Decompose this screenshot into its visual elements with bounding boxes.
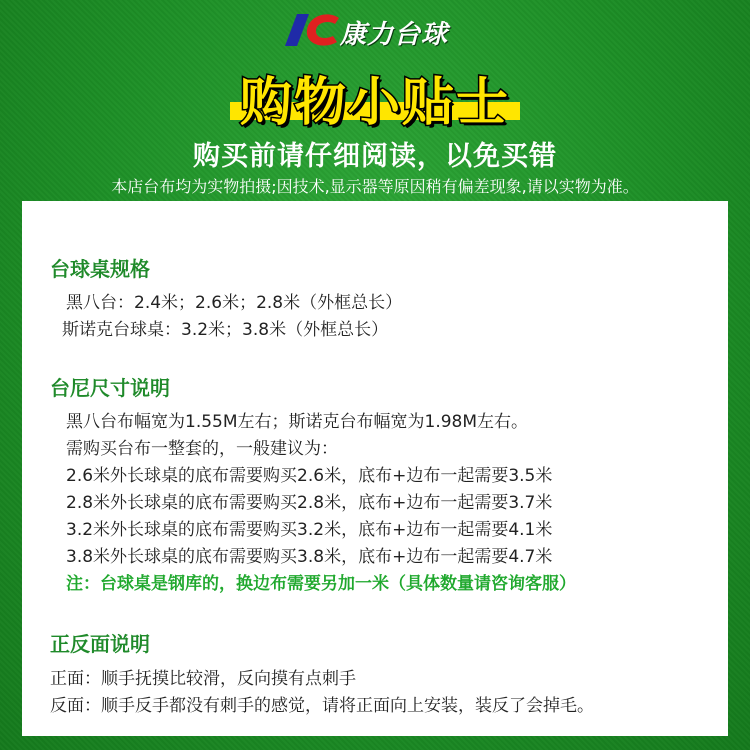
size-line: 3.2米外长球桌的底布需要购买3.2米，底布+边布一起需要4.1米 [66,520,553,540]
size-line: 需购买台布一整套的，一般建议为： [66,439,338,459]
title-banner [220,60,530,133]
size-line: 2.6米外长球桌的底布需要购买2.6米，底布+边布一起需要3.5米 [66,466,553,486]
side-line: 正面：顺手抚摸比较滑，反向摸有点刺手 [50,669,356,689]
section-title-side: 正反面说明 [50,632,150,656]
photo-notice: 本店台布均为实物拍摄;因技术,显示器等原因稍有偏差现象,请以实物为准。 [111,177,639,196]
size-line: 2.8米外长球桌的底布需要购买2.8米，底布+边布一起需要3.7米 [66,493,553,513]
steel-cushion-note: 注：台球桌是钢库的，换边布需要另加一米（具体数量请咨询客服） [66,574,576,594]
brand-logo-icon [283,12,343,48]
brand-header [0,10,750,50]
size-line: 3.8米外长球桌的底布需要购买3.8米，底布+边布一起需要4.7米 [66,547,553,567]
section-title-spec: 台球桌规格 [50,257,150,281]
size-line: 黑八台布幅宽为1.55M左右；斯诺克台布幅宽为1.98M左右。 [66,412,529,432]
section-title-size: 台尼尺寸说明 [50,376,170,400]
spec-line: 斯诺克台球桌：3.2米；3.8米（外框总长） [62,320,389,340]
page-title: 购物小贴士 [239,73,510,133]
spec-line: 黑八台：2.4米；2.6米；2.8米（外框总长） [66,293,403,313]
brand-name: 康力台球 [340,20,449,50]
info-card [22,201,728,736]
page-subtitle: 购买前请仔细阅读，以免买错 [193,141,557,172]
side-line: 反面：顺手反手都没有刺手的感觉，请将正面向上安装，装反了会掉毛。 [50,696,594,716]
